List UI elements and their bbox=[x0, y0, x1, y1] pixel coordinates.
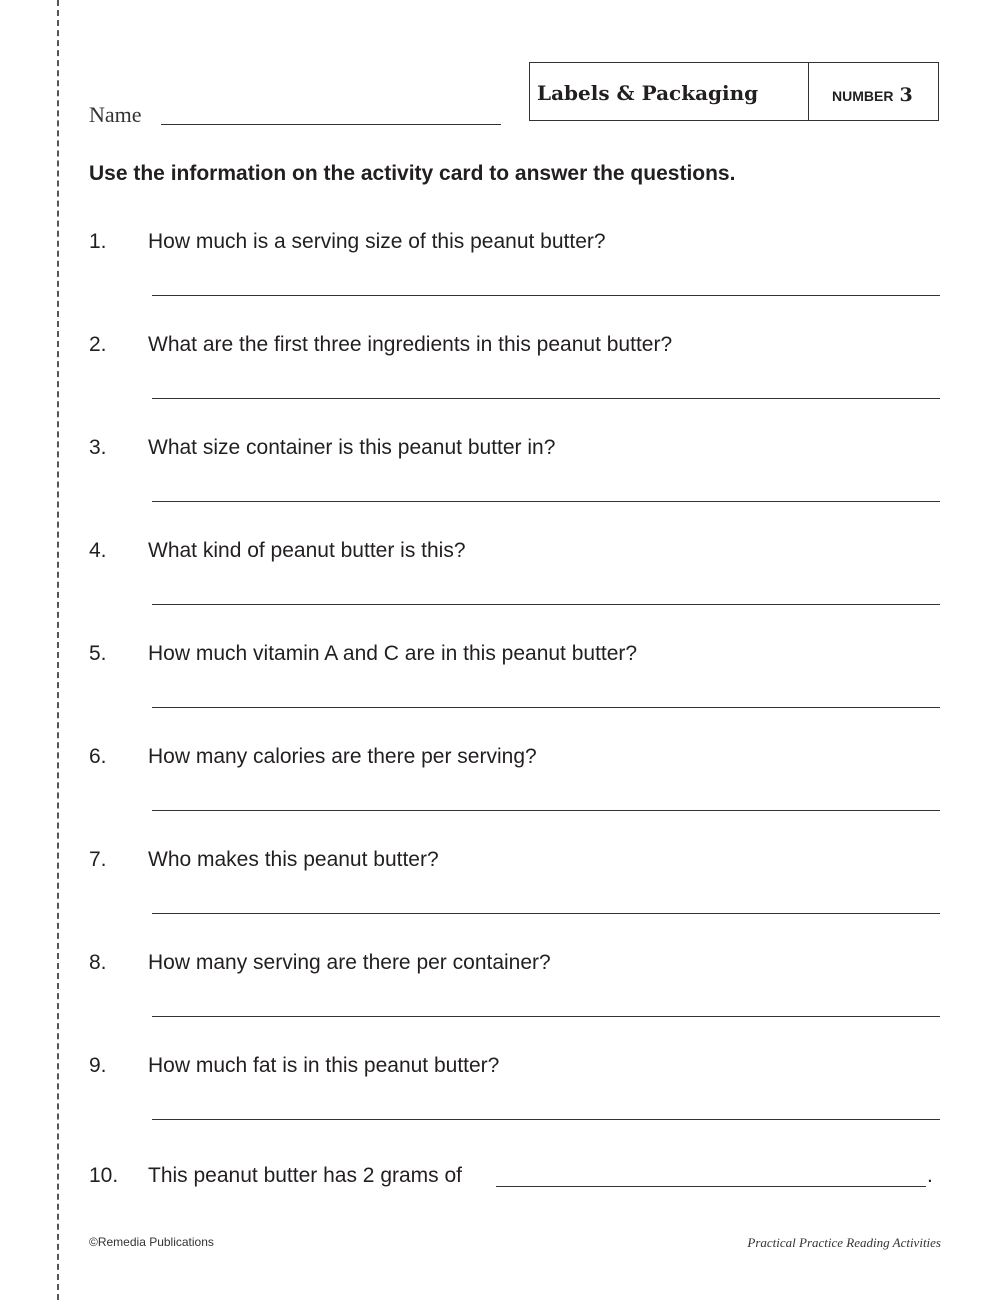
question-text: How many calories are there per serving? bbox=[148, 745, 537, 768]
answer-line[interactable] bbox=[152, 1016, 940, 1017]
question-number: 3. bbox=[89, 436, 107, 459]
answer-line[interactable] bbox=[152, 501, 940, 502]
answer-line[interactable] bbox=[152, 913, 940, 914]
name-label: Name bbox=[89, 102, 142, 127]
question-7 bbox=[89, 848, 941, 928]
number-label: NUMBER bbox=[832, 88, 894, 104]
question-number: 9. bbox=[89, 1054, 107, 1077]
question-9 bbox=[89, 1054, 941, 1134]
question-number: 1. bbox=[89, 230, 107, 253]
answer-line[interactable] bbox=[152, 707, 940, 708]
question-8 bbox=[89, 951, 941, 1031]
question-text: This peanut butter has 2 grams of bbox=[148, 1164, 463, 1187]
answer-blank[interactable] bbox=[496, 1186, 926, 1187]
question-10 bbox=[89, 1164, 949, 1194]
question-text: How much fat is in this peanut butter? bbox=[148, 1054, 500, 1077]
footer-publisher: ©Remedia Publications bbox=[89, 1235, 214, 1249]
question-2 bbox=[89, 333, 941, 413]
worksheet-number bbox=[832, 84, 913, 106]
question-3 bbox=[89, 436, 941, 516]
title-box bbox=[529, 62, 939, 121]
question-number: 4. bbox=[89, 539, 107, 562]
question-text: What kind of peanut butter is this? bbox=[148, 539, 466, 562]
question-5 bbox=[89, 642, 941, 722]
answer-line[interactable] bbox=[152, 295, 940, 296]
question-number: 7. bbox=[89, 848, 107, 871]
question-text: Who makes this peanut butter? bbox=[148, 848, 439, 871]
question-number: 10. bbox=[89, 1164, 119, 1187]
question-text: How much is a serving size of this peanut butter? bbox=[148, 230, 606, 253]
question-1 bbox=[89, 230, 941, 310]
question-text: What size container is this peanut butter in? bbox=[148, 436, 556, 459]
cut-line bbox=[57, 0, 59, 1300]
worksheet-title: Labels & Packaging bbox=[537, 81, 759, 105]
question-text: What are the first three ingredients in this peanut butter? bbox=[148, 333, 673, 356]
answer-line[interactable] bbox=[152, 1119, 940, 1120]
name-input-line[interactable] bbox=[161, 124, 501, 125]
number-value: 3 bbox=[899, 84, 913, 106]
question-text: How many serving are there per container? bbox=[148, 951, 551, 974]
name-row bbox=[89, 100, 501, 130]
question-number: 6. bbox=[89, 745, 107, 768]
question-text: How much vitamin A and C are in this peanut butter? bbox=[148, 642, 638, 665]
question-number: 5. bbox=[89, 642, 107, 665]
title-divider bbox=[808, 63, 809, 120]
question-4 bbox=[89, 539, 941, 619]
answer-line[interactable] bbox=[152, 398, 940, 399]
footer-series-title: Practical Practice Reading Activities bbox=[747, 1235, 941, 1250]
question-6 bbox=[89, 745, 941, 825]
answer-line[interactable] bbox=[152, 810, 940, 811]
instructions: Use the information on the activity card to answer the questions. bbox=[89, 162, 736, 185]
answer-line[interactable] bbox=[152, 604, 940, 605]
question-number: 8. bbox=[89, 951, 107, 974]
question-number: 2. bbox=[89, 333, 107, 356]
question-end-period: . bbox=[927, 1164, 933, 1187]
